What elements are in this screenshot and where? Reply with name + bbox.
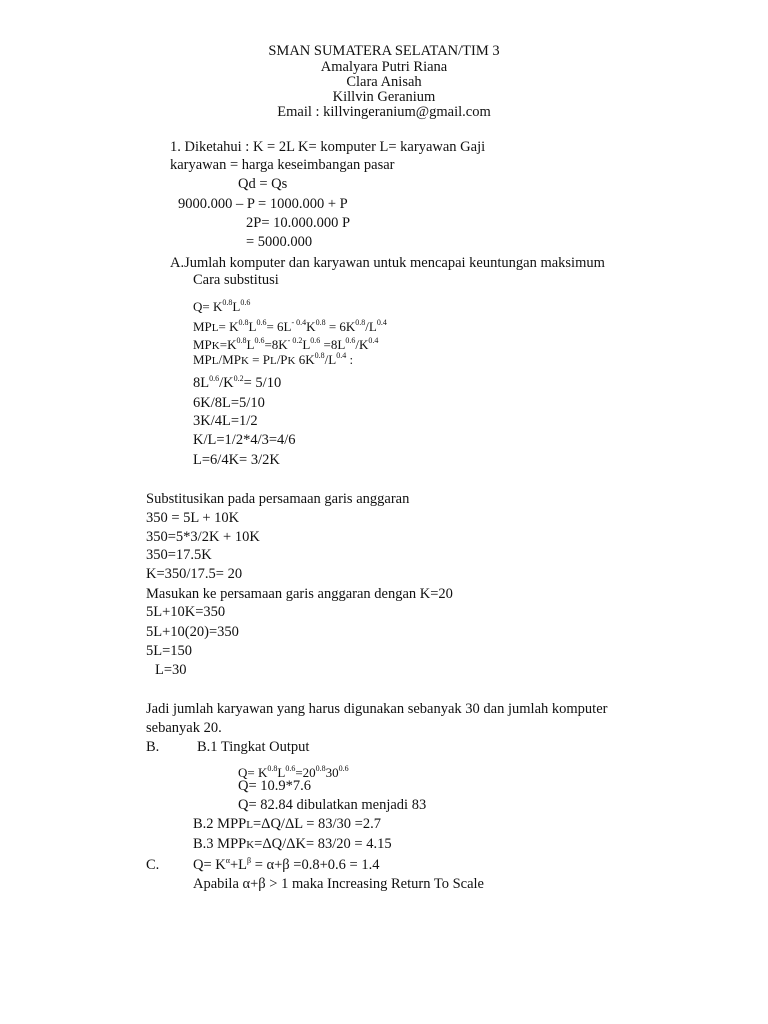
- derivation-step: $8L^{0.6}/K^{0.2}= 5/10$: [193, 374, 282, 391]
- budget-title: Substitusikan pada persamaan garis anggaran: [146, 491, 410, 507]
- returns-equation: $Q= K^\alpha+L^\beta = \alpha+\beta =0.8+0.6 = 1.4$: [193, 856, 380, 873]
- budget-step: 5L+10K=350: [146, 604, 226, 620]
- conclusion-line: Jadi jumlah karyawan yang harus digunakan sebanyak 30 dan jumlah komputer: [146, 701, 608, 717]
- equation: Qd = Qs: [238, 176, 288, 192]
- section-title: B.1 Tingkat Output: [197, 739, 310, 755]
- budget-step: 5L+10(20)=350: [146, 624, 239, 640]
- member-name: Clara Anisah: [346, 74, 422, 90]
- problem-intro: 1. Diketahui : K = 2L K= komputer L= karyawan Gaji: [170, 139, 486, 155]
- member-name: Killvin Geranium: [332, 89, 436, 105]
- mppk-equation: B.3 MPPK=ΔQ/ΔK= 83/20 = 4.15: [193, 836, 392, 852]
- equation: 2P= 10.000.000 P: [246, 215, 351, 231]
- derivation-step: K/L=1/2*4/3=4/6: [193, 432, 296, 448]
- production-function: $Q= K^{0.8}L^{0.6}$: [193, 298, 251, 314]
- budget-step: 5L=150: [146, 643, 193, 659]
- email-line: Email : killvingeranium@gmail.com: [277, 104, 491, 120]
- output-equation: Q= 82.84 dibulatkan menjadi 83: [238, 797, 427, 813]
- output-equation: Q= 10.9*7.6: [238, 778, 312, 794]
- derivation-step: 6K/8L=5/10: [193, 395, 265, 411]
- budget-step: 350=5*3/2K + 10K: [146, 529, 260, 545]
- mpk-equation: $MPK=K^{0.8}L^{0.6}=8K^{- 0.2}L^{0.6} =8L^{0.6}/K^{0.4}$: [193, 336, 379, 352]
- returns-note: Apabila α+β > 1 maka Increasing Return To Scale: [193, 876, 484, 892]
- school-title: SMAN SUMATERA SELATAN/TIM 3: [268, 43, 500, 59]
- problem-intro: karyawan = harga keseimbangan pasar: [170, 157, 395, 173]
- derivation-step: 3K/4L=1/2: [193, 413, 258, 429]
- section-label: C.: [146, 857, 160, 873]
- conclusion-line: sebanyak 20.: [146, 720, 222, 736]
- equation: 9000.000 – P = 1000.000 + P: [178, 196, 348, 212]
- section-title: A.Jumlah komputer dan karyawan untuk mencapai keuntungan maksimum: [170, 255, 605, 271]
- mpl-equation: $MPL= K^{0.8}L^{0.6}= 6L^{- 0.4}K^{0.8} = 6K^{0.8}/L^{0.4}$: [193, 318, 387, 334]
- member-name: Amalyara Putri Riana: [320, 59, 448, 75]
- equation: = 5000.000: [246, 234, 313, 250]
- budget-step: 350 = 5L + 10K: [146, 510, 240, 526]
- budget-step: 350=17.5K: [146, 547, 212, 563]
- output-equation: $Q= K^{0.8}L^{0.6}=20^{0.8}30^{0.6}$: [238, 764, 349, 780]
- budget-step: Masukan ke persamaan garis anggaran dengan K=20: [146, 586, 453, 602]
- mppl-equation: B.2 MPPL=ΔQ/ΔL = 83/30 =2.7: [193, 816, 381, 832]
- method-label: Cara substitusi: [193, 272, 279, 288]
- derivation-step: L=6/4K= 3/2K: [193, 452, 280, 468]
- section-label: B.: [146, 739, 160, 755]
- budget-step: K=350/17.5= 20: [146, 566, 243, 582]
- ratio-equation: MPL/MPK = PL/PK $6K^{0.8}/L^{0.4}$ :: [193, 351, 354, 367]
- budget-step: L=30: [155, 662, 187, 678]
